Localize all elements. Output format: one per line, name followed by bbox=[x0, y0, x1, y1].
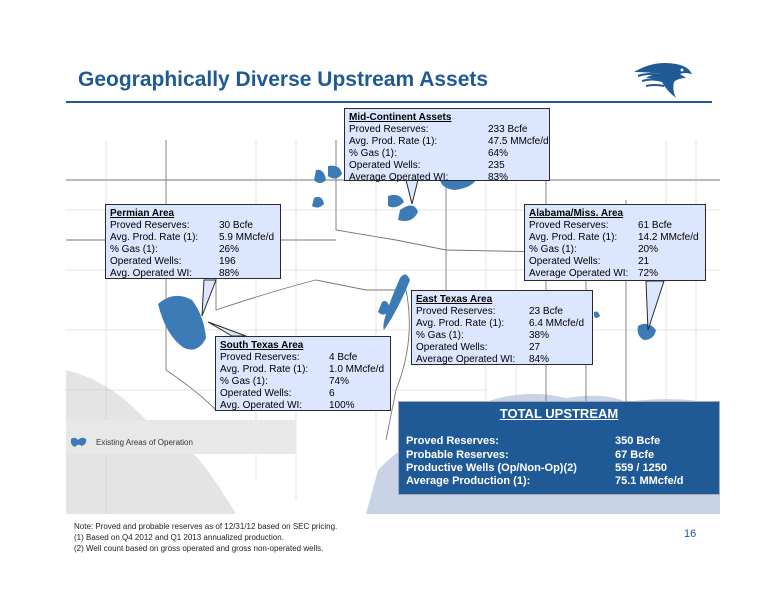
total-value: 350 Bcfe bbox=[615, 435, 661, 447]
callout-row: Operated Wells: 235 bbox=[349, 160, 505, 171]
total-row: Average Production (1): bbox=[406, 475, 531, 487]
callout-row: Operated Wells: 6 bbox=[220, 388, 335, 399]
callout-row: Avg. Prod. Rate (1): 6.4 MMcfe/d bbox=[416, 318, 585, 329]
total-row: Probable Reserves: bbox=[406, 449, 509, 461]
page-number: 16 bbox=[684, 528, 697, 540]
callout-heading: South Texas Area bbox=[220, 340, 304, 351]
callout-row: % Gas (1): 26% bbox=[110, 244, 240, 255]
callout-row: Average Operated WI: 72% bbox=[529, 268, 659, 279]
callout-row: Avg. Operated WI: 100% bbox=[220, 400, 355, 411]
title-rule bbox=[66, 101, 712, 103]
map-legend bbox=[70, 436, 193, 448]
total-heading: TOTAL UPSTREAM bbox=[499, 406, 619, 421]
eagle-icon bbox=[632, 60, 694, 100]
callout-row: Average Operated WI: 84% bbox=[416, 354, 550, 365]
callout-alabama bbox=[524, 204, 706, 281]
callout-heading: Alabama/Miss. Area bbox=[529, 208, 624, 219]
legend-label: Existing Areas of Operation bbox=[96, 437, 193, 447]
callout-heading: East Texas Area bbox=[416, 294, 493, 305]
footnote: (1) Based on Q4 2012 and Q1 2013 annualized production. bbox=[74, 533, 284, 542]
page-title: Geographically Diverse Upstream Assets bbox=[78, 68, 489, 91]
callout-row: Average Operated WI: 83% bbox=[349, 172, 509, 183]
callout-row: Avg. Prod. Rate (1): 1.0 MMcfe/d bbox=[220, 364, 385, 375]
callout-permian bbox=[105, 204, 281, 279]
callout-row: % Gas (1): 38% bbox=[416, 330, 550, 341]
callout-heading: Mid-Continent Assets bbox=[349, 112, 452, 123]
callout-row: Proved Reserves: 61 Bcfe bbox=[529, 220, 672, 231]
callout-row: Proved Reserves: 30 Bcfe bbox=[110, 220, 253, 231]
callout-east-texas bbox=[411, 290, 593, 365]
callout-row: Proved Reserves: 23 Bcfe bbox=[416, 306, 563, 317]
total-value: 75.1 MMcfe/d bbox=[615, 475, 684, 487]
callout-heading: Permian Area bbox=[110, 208, 175, 219]
callout-row: Operated Wells: 196 bbox=[110, 256, 236, 267]
total-value: 559 / 1250 bbox=[615, 462, 667, 474]
total-row: Proved Reserves: bbox=[406, 435, 499, 447]
total-row: Productive Wells (Op/Non-Op)(2) bbox=[406, 462, 577, 474]
callout-south-texas bbox=[215, 336, 391, 411]
callout-row: Avg. Operated WI: 88% bbox=[110, 268, 240, 279]
asset-area-icon bbox=[70, 436, 88, 448]
callout-mid-continent bbox=[344, 108, 550, 181]
callout-row: Avg. Prod. Rate (1): 14.2 MMcfe/d bbox=[529, 232, 699, 243]
callout-row: % Gas (1): 64% bbox=[349, 148, 509, 159]
callout-row: Avg. Prod. Rate (1): 47.5 MMcfe/d bbox=[349, 136, 549, 147]
footnote: (2) Well count based on gross operated and gross non-operated wells. bbox=[74, 544, 324, 553]
callout-row: Proved Reserves: 4 Bcfe bbox=[220, 352, 358, 363]
callout-row: Operated Wells: 27 bbox=[416, 342, 541, 353]
callout-row: % Gas (1): 74% bbox=[220, 376, 350, 387]
callout-row: Avg. Prod. Rate (1): 5.9 MMcfe/d bbox=[110, 232, 275, 243]
footnote: Note: Proved and probable reserves as of 12/31/12 based on SEC pricing. bbox=[74, 522, 338, 531]
total-upstream-box bbox=[398, 401, 720, 495]
callout-row: Proved Reserves: 233 Bcfe bbox=[349, 124, 528, 135]
total-value: 67 Bcfe bbox=[615, 449, 655, 461]
footnotes bbox=[74, 521, 337, 554]
callout-row: Operated Wells: 21 bbox=[529, 256, 650, 267]
callout-row: % Gas (1): 20% bbox=[529, 244, 659, 255]
